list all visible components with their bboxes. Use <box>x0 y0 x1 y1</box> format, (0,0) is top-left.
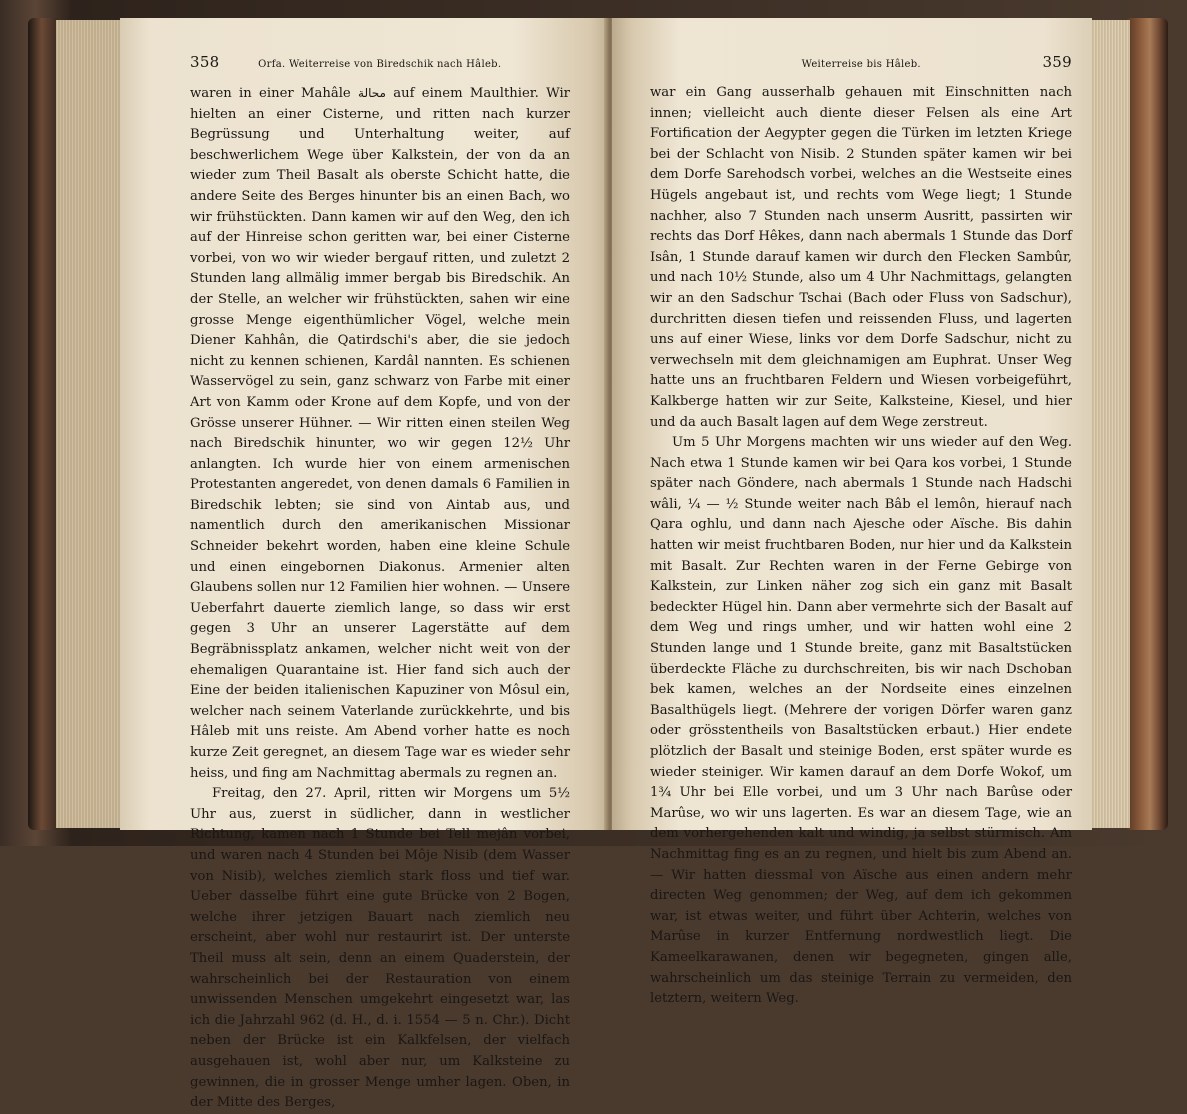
book-cover-right <box>1128 18 1168 830</box>
page-edges-left <box>56 20 124 828</box>
right-paragraph-1: war ein Gang ausserhalb gehauen mit Einschnitten nach innen; vielleicht auch diente dieser Felsen als eine Art Fortification der Aegypter gegen die Türken im letzten Kriege bei der Schlacht von Nisib. 2 Stunden später kamen wir bei dem Dorfe Sarehodsch vorbei, welches an die Westseite eines Hügels angebaut ist, und rechts vom Wege liegt; 1 Stunde nachher, also 7 Stunden nach unserm Ausritt, passirten wir rechts das Dorf Hêkes, dann nach abermals 1 Stunde das Dorf Isân, 1 Stunde darauf kamen wir durch den Flecken Sambûr, und nach 10½ Stunde, also um 4 Uhr Nachmittags, gelangten wir an den Sadschur Tschai (Bach oder Fluss von Sadschur), durchritten diesen tiefen und reissenden Fluss, und lagerten uns auf einer Wiese, links vor dem Dorfe Sadschur, nicht zu verwechseln mit dem gleichnamigen am Euphrat. Unser Weg hatte uns an fruchtbaren Feldern und Wiesen vorbeigeführt, Kalkberge hatten wir zur Seite, Kalksteine, Kiesel, und hier und da auch Basalt lagen auf dem Wege zerstreut. <box>650 85 1072 430</box>
page-edges-right <box>1090 20 1130 828</box>
left-page <box>120 18 610 1111</box>
arabic-word: محالة <box>358 86 386 100</box>
right-paragraph-2: Um 5 Uhr Morgens machten wir uns wieder auf den Weg. Nach etwa 1 Stunde kamen wir bei Qara kos vorbei, 1 Stunde später nach Göndere, nach abermals 1 Stunde nach Hadschi wâli, ¼ — ½ Stunde weiter nach Bâb el lemôn, hierauf nach Qara oghlu, und dann nach Ajesche oder Aïsche. Bis dahin hatten wir meist fruchtbaren Boden, nur hier und da Kalkstein mit Basalt. Zur Rechten waren in der Ferne Gebirge von Kalkstein, zur Linken näher zog sich ein ganz mit Basalt bedeckter Hügel hin. Dann aber vermehrte sich der Basalt auf dem Weg und rings umher, und wir hatten wohl eine 2 Stunden lange und 1 Stunde breite, ganz mit Basaltstücken überdeckte Fläche zu durchschreiten, bis wir nach Dschoban bek kamen, welches an der Nordseite eines einzelnen Basalthügels liegt. (Mehrere der vorigen Dörfer waren ganz oder grösstentheils von Basaltstücken erbaut.) Hier endete plötzlich der Basalt und steinige Boden, erst später wurde es wieder steiniger. Wir kamen darauf an dem Dorfe Wokof, um 1¾ Uhr bei Elle vorbei, und um 3 Uhr nach Barûse oder Marûse, wo wir uns lagerten. Es war an diesem Tage, wie an dem vorhergehenden kalt und windig, ja selbst stürmisch. Am Nachmittag fing es an zu regnen, und hielt bis zum Abend an. — Wir hatten diessmal von Aïsche aus einen andern mehr directen Weg genommen; der Weg, auf dem ich gekommen war, ist etwas weiter, und führt über Achterin, welches von Marûse in kurzer Entfernung nordwestlich liegt. Die Kameelkarawanen, denen wir begegneten, gingen alle, wahrscheinlich um das steinige Terrain zu vermeiden, den letztern, weitern Weg. <box>650 435 1072 1007</box>
book-cover-left <box>28 18 58 830</box>
left-paragraph-1: waren in einer Mahâle محالة auf einem Maulthier. Wir hielten an einer Cisterne, und ritten nach kurzer Begrüssung und Unterhaltung weiter, auf beschwerlichem Wege über Kalkstein, der von da an wieder zum Theil Basalt als oberste Schicht hatte, die andere Seite des Berges hinunter bis an einen Bach, wo wir frühstückten. Dann kamen wir auf den Weg, den ich auf der Hinreise schon geritten war, bei einer Cisterne vorbei, von wo wir wieder bergauf ritten, und zuletzt 2 Stunden lang allmälig immer bergab bis Biredschik. An der Stelle, an welcher wir frühstückten, sahen wir eine grosse Menge eigenthümlicher Vögel, welche mein Diener Kahhân, die Qatirdschi's aber, die sie jedoch nicht zu kennen schienen, Kardâl nannten. Es schienen Wasservögel zu sein, ganz schwarz von Farbe mit einer Art von Kamm oder Krone auf dem Kopfe, und von der Grösse unserer Hühner. — Wir ritten einen steilen Weg nach Biredschik hinunter, wo wir gegen 12½ Uhr anlangten. Ich wurde hier von einem armenischen Protestanten angeredet, von denen damals 6 Familien in Biredschik lebten; sie sind von Aintab aus, und namentlich durch den amerikanischen Missionar Schneider bekehrt worden, haben eine kleine Schule und einen eingebornen Diakonus. Armenier alten Glaubens sollen nur 12 Familien hier wohnen. — Unsere Ueberfahrt dauerte ziemlich lange, so dass wir erst gegen 3 Uhr an unserer Lagerstätte auf dem Begräbnissplatz ankamen, welcher nicht weit von der ehemaligen Quarantaine ist. Hier fand sich auch der Eine der beiden italienischen Kapuziner von Môsul ein, welcher nach seinem Vaterlande zurückkehrte, und bis Hâleb mit uns reiste. Am Abend vorher hatte es noch kurze Zeit geregnet, an diesem Tage war es wieder sehr heiss, und fing am Nachmittag abermals zu regnen an. <box>190 86 570 781</box>
left-page-header <box>190 53 570 71</box>
left-paragraph-2: Freitag, den 27. April, ritten wir Morgens um 5½ Uhr aus, zuerst in südlicher, dann in westlicher Richtung, kamen nach 1 Stunde bei Tell mejân vorbei, und waren nach 4 Stunden bei Môje Nisib (dem Wasser von Nisib), welches ziemlich stark floss und tief war. Ueber dasselbe führt eine gute Brücke von 2 Bogen, welche ihrer jetzigen Bauart nach ziemlich neu erscheint, aber wohl nur restaurirt ist. Der unterste Theil muss alt sein, denn an einem Quaderstein, der wahrscheinlich bei der Restauration von einem unwissenden Menschen umgekehrt eingesetzt war, las ich die Jahrzahl 962 (d. H., d. i. 1554 — 5 n. Chr.). Dicht neben der Brücke ist ein Kalkfelsen, der vielfach ausgehauen ist, wohl aber nur, um Kalksteine zu gewinnen, die in grosser Menge umher lagen. Oben, in der Mitte des Berges, <box>190 786 570 1111</box>
left-page-number: 358 <box>190 53 220 71</box>
right-page-text <box>622 83 1072 1010</box>
right-page-header <box>622 53 1072 71</box>
right-page-number: 359 <box>1042 53 1072 71</box>
left-running-head: Orfa. Weiterreise von Biredschik nach Hâleb. <box>258 59 502 70</box>
right-page <box>612 18 1092 1007</box>
right-running-head: Weiterreise bis Hâleb. <box>801 59 921 70</box>
left-page-text <box>190 83 570 1114</box>
